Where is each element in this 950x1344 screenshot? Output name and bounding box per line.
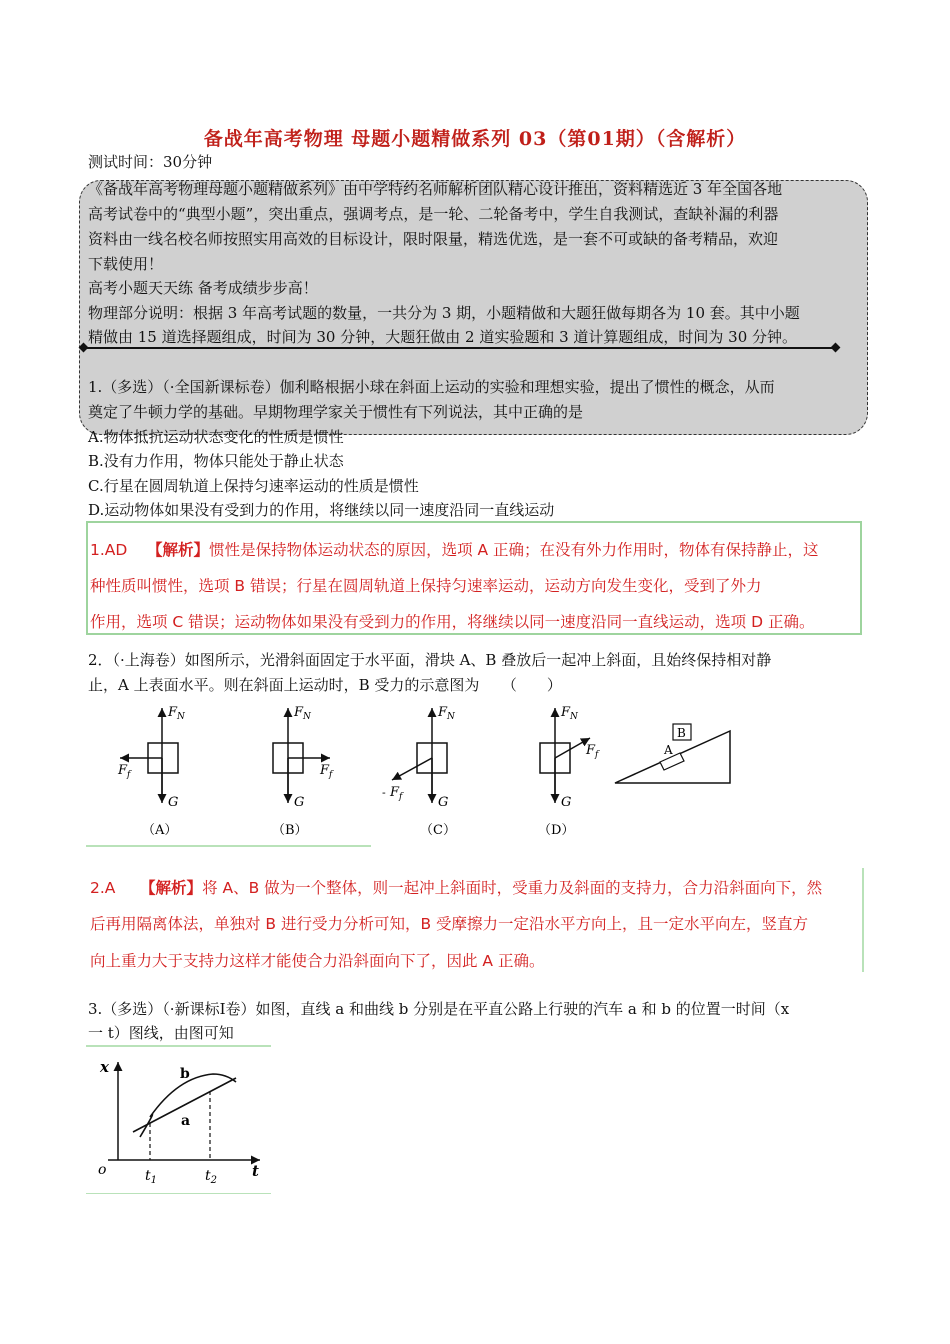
diagram-a	[117, 705, 186, 838]
svg-text:（A）: （A）	[142, 823, 178, 838]
intro-line: 高考小题天天练 备考成绩步步高！	[88, 279, 318, 297]
q1-answer-line	[90, 540, 819, 560]
svg-text:Ff: $F_f$	[320, 763, 333, 780]
q3-xt-graph	[88, 1052, 273, 1187]
svg-text:G: G	[294, 795, 305, 810]
intro-line: 《备战年高考物理母题小题精做系列》由中学特约名师解析团队精心设计推出，资料精选近 3 年全国各地	[88, 180, 783, 198]
q1-answer-text: 作用，选项 C 错误；运动物体如果没有受到力的作用，将继续以同一速度沿同一直线运动，选项 D 正确。	[90, 613, 815, 631]
svg-text:B: B	[677, 726, 686, 740]
test-time: 测试时间：30分钟	[88, 153, 213, 171]
svg-text:G: G	[168, 795, 179, 810]
q3-rule-bottom	[86, 1193, 271, 1194]
q2-answer-border	[862, 868, 864, 972]
q2-answer-text: 向上重力大于支持力这样才能使合力沿斜面向下了，因此 A 正确。	[90, 952, 545, 970]
q2-stem: 2．（·上海卷）如图所示，光滑斜面固定于水平面，滑块 A、B 叠放后一起冲上斜面，且始终保持相对静	[88, 651, 772, 669]
q2-figure-rule	[86, 845, 371, 847]
q2-answer-label: 2.A	[90, 879, 116, 897]
intro-divider	[83, 347, 835, 349]
diagram-d	[538, 705, 600, 838]
q3-stem: 一 t）图线，由图可知	[88, 1024, 234, 1042]
svg-text:G: G	[561, 795, 572, 810]
svg-text:（D）: （D）	[538, 823, 575, 838]
q2-answer-text: 后再用隔离体法，单独对 B 进行受力分析可知，B 受摩擦力一定沿水平方向上，且一定水平向左，竖直方	[90, 915, 809, 933]
svg-text:FN: $F_N$	[561, 705, 578, 722]
q2-answer-text: 将 A、B 做为一个整体，则一起冲上斜面时，受重力及斜面的支持力，合力沿斜面向下，然	[202, 879, 823, 897]
q1-answer-text: 惯性是保持物体运动状态的原因，选项 A 正确；在没有外力作用时，物体有保持静止，这	[209, 541, 819, 559]
svg-text:a: a	[181, 1113, 191, 1129]
svg-text:（C）: （C）	[420, 823, 456, 838]
q1-answer-text: 种性质叫惯性，选项 B 错误；行星在圆周轨道上保持匀速率运动，运动方向发生变化，受到了外力	[90, 577, 762, 595]
svg-text:-: -	[382, 786, 386, 799]
intro-line: 高考试卷中的“典型小题”，突出重点，强调考点，是一轮、二轮备考中，学生自我测试，查缺补漏的利器	[88, 205, 779, 223]
svg-text:t2: $t_2$	[205, 1168, 218, 1186]
q2-force-diagrams	[100, 698, 750, 848]
q1-option-d: D.运动物体如果没有受到力的作用，将继续以同一速度沿同一直线运动	[88, 501, 555, 519]
q1-stem: 奠定了牛顿力学的基础。早期物理学家关于惯性有下列说法，其中正确的是	[88, 403, 584, 421]
intro-line: 精做由 15 道选择题组成，时间为 30 分钟，大题狂做由 2 道实验题和 3 道计算题组成，时间为 30 分钟。	[88, 328, 798, 346]
q1-option-c: C.行星在圆周轨道上保持匀速率运动的性质是惯性	[88, 477, 419, 495]
svg-text:FN: $F_N$	[168, 705, 185, 722]
q3-stem: 3.（多选）（·新课标Ⅰ卷）如图，直线 a 和曲线 b 分别是在平直公路上行驶的汽车 a 和 b 的位置一时间（x	[88, 1000, 790, 1018]
svg-text:Ff: $F_f$	[118, 763, 131, 780]
svg-text:A: A	[664, 743, 673, 757]
page-title: 备战年高考物理 母题小题精做系列 03（第01期）（含解析）	[203, 128, 747, 150]
diagram-c	[382, 705, 456, 838]
q3-rule-top	[86, 1045, 271, 1047]
svg-text:b: b	[180, 1066, 190, 1082]
svg-text:o: o	[98, 1162, 107, 1178]
q2-stem: 止，A 上表面水平。则在斜面上运动时，B 受力的示意图为 （ ）	[88, 676, 562, 694]
diagram-b	[272, 705, 334, 838]
svg-text:Ff: $F_f$	[586, 743, 599, 760]
svg-text:FN: $F_N$	[294, 705, 311, 722]
svg-text:Ff: $F_f$	[390, 785, 403, 802]
svg-text:G: G	[438, 795, 449, 810]
q2-answer-tag: 【解析】	[140, 879, 203, 897]
incline-figure	[615, 724, 730, 783]
q2-answer-line	[90, 878, 822, 898]
svg-text:t: t	[252, 1162, 259, 1180]
intro-line: 资料由一线名校名师按照实用高效的目标设计，限时限量，精选优选，是一套不可或缺的备考精品，欢迎	[88, 230, 779, 248]
q1-option-a: A.物体抵抗运动状态变化的性质是惯性	[88, 428, 344, 446]
q1-stem: 1.（多选）（·全国新课标卷）伽利略根据小球在斜面上运动的实验和理想实验，提出了惯性的概念，从而	[88, 378, 775, 396]
svg-text:x: x	[100, 1058, 109, 1076]
q1-option-b: B.没有力作用，物体只能处于静止状态	[88, 452, 344, 470]
svg-text:（B）: （B）	[272, 823, 308, 838]
q1-answer-label: 1.AD	[90, 541, 128, 559]
q1-answer-tag: 【解析】	[147, 541, 210, 559]
svg-text:FN: $F_N$	[438, 705, 455, 722]
intro-line: 下载使用！	[88, 255, 164, 273]
intro-line: 物理部分说明：根据 3 年高考试题的数量，一共分为 3 期，小题精做和大题狂做每期各为 10 套。其中小题	[88, 304, 800, 322]
svg-text:t1: $t_1$	[145, 1168, 158, 1186]
